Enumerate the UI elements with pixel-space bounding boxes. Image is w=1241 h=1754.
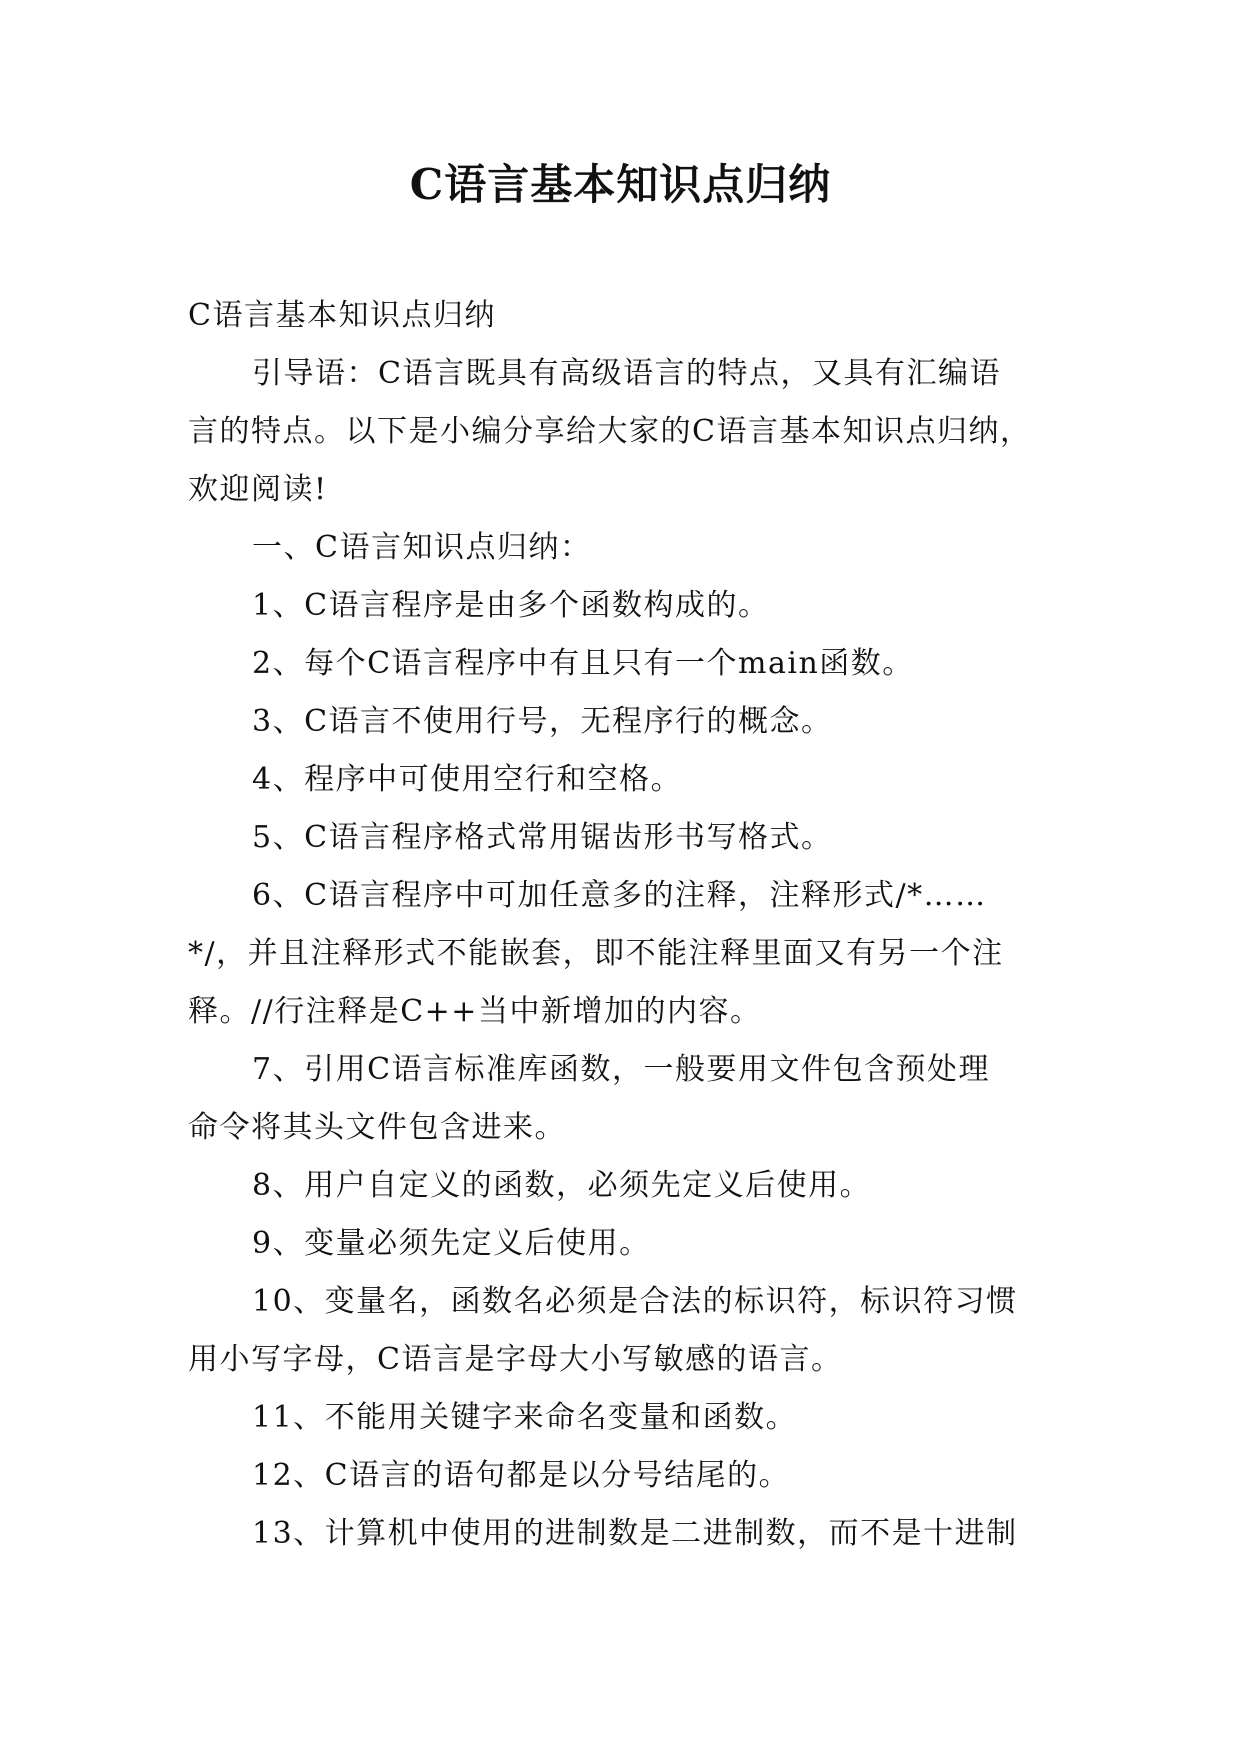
body-line: 言的特点。以下是小编分享给大家的C语言基本知识点归纳， [188, 414, 1032, 449]
list-item-continuation: 命令将其头文件包含进来。 [188, 1110, 566, 1145]
list-item: 8、用户自定义的函数，必须先定义后使用。 [252, 1168, 872, 1203]
list-item-continuation: 释。//行注释是C++当中新增加的内容。 [188, 994, 762, 1029]
list-item: 2、每个C语言程序中有且只有一个main函数。 [252, 646, 914, 681]
document-body [188, 287, 1048, 1563]
list-item-continuation: */，并且注释形式不能嵌套，即不能注释里面又有另一个注 [188, 936, 1004, 971]
list-item: 4、程序中可使用空行和空格。 [252, 762, 683, 797]
page-title: C语言基本知识点归纳 [409, 160, 832, 209]
section-heading: 一、C语言知识点归纳： [252, 530, 592, 565]
list-item: 3、C语言不使用行号，无程序行的概念。 [252, 704, 833, 739]
list-item: 9、变量必须先定义后使用。 [252, 1226, 651, 1261]
body-line: 引导语：C语言既具有高级语言的特点，又具有汇编语 [252, 356, 1001, 391]
list-item: 12、C语言的语句都是以分号结尾的。 [252, 1458, 791, 1493]
list-item: 11、不能用关键字来命名变量和函数。 [252, 1400, 798, 1435]
subtitle-line: C语言基本知识点归纳 [188, 298, 496, 333]
body-line: 欢迎阅读! [188, 472, 328, 507]
list-item: 1、C语言程序是由多个函数构成的。 [252, 588, 770, 623]
list-item: 5、C语言程序格式常用锯齿形书写格式。 [252, 820, 833, 855]
list-item: 10、变量名，函数名必须是合法的标识符，标识符习惯 [252, 1284, 1018, 1319]
list-item: 13、计算机中使用的进制数是二进制数，而不是十进制 [252, 1516, 1018, 1551]
list-item-continuation: 用小写字母，C语言是字母大小写敏感的语言。 [188, 1342, 843, 1377]
list-item: 6、C语言程序中可加任意多的注释，注释形式/*…… [252, 878, 987, 913]
list-item: 7、引用C语言标准库函数，一般要用文件包含预处理 [252, 1052, 991, 1087]
